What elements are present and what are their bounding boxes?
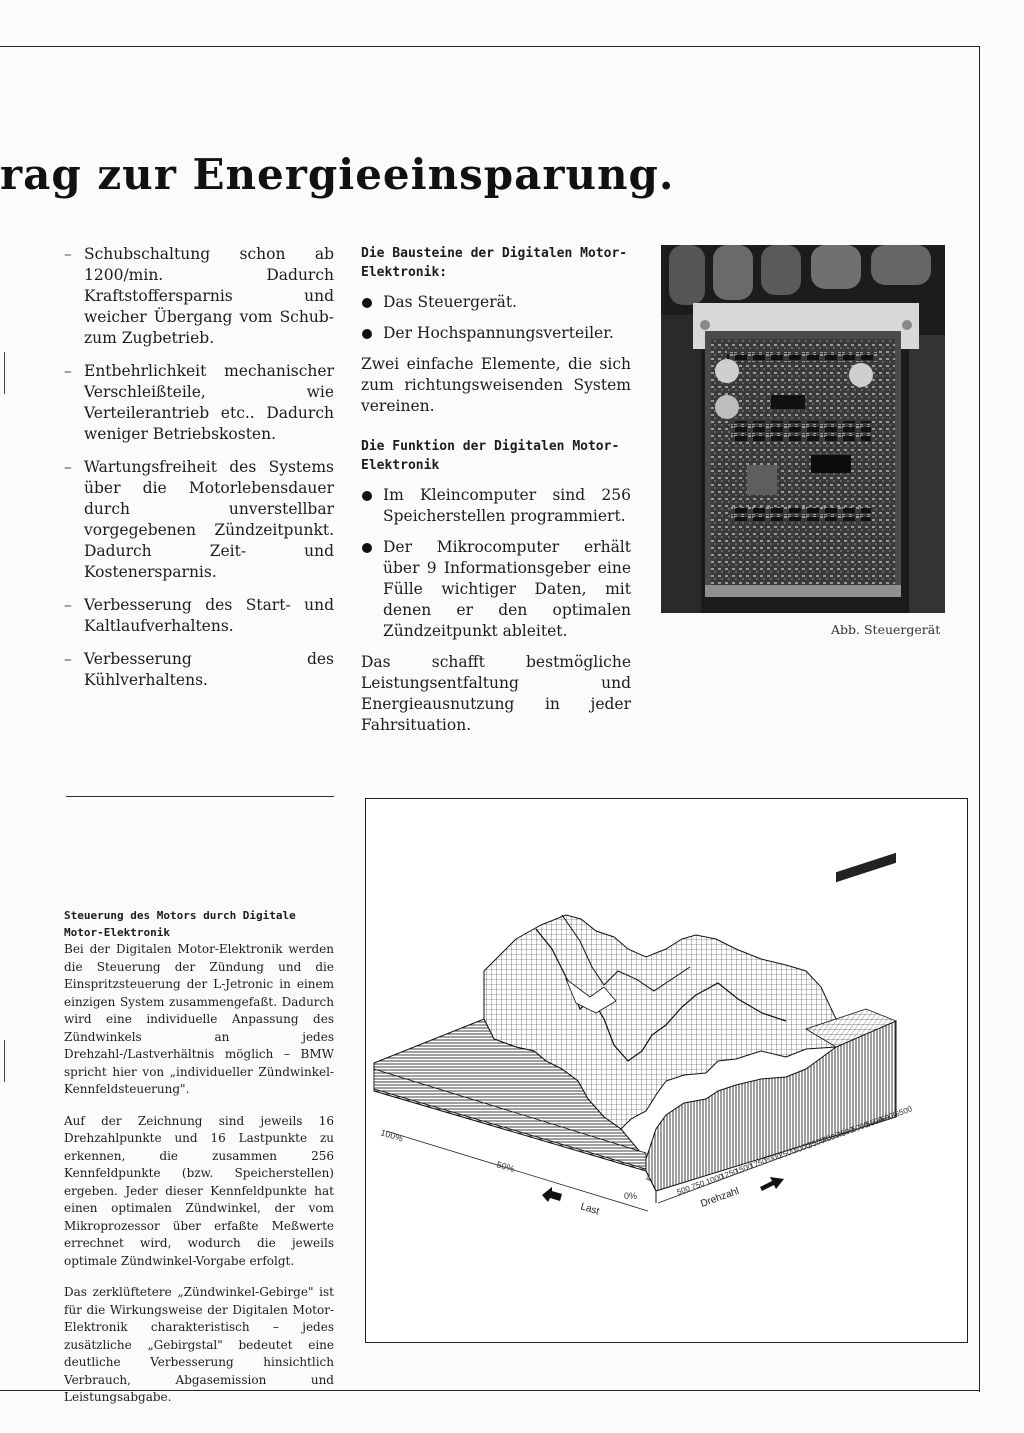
- zero-tick-label: 4: [646, 1174, 651, 1183]
- list-item: – Verbesserung des Kühlverhaltens.: [64, 649, 334, 691]
- components-list: [361, 292, 631, 344]
- control-unit-image: [661, 245, 945, 613]
- section-heading: Die Bausteine der Digitalen Motor-Elektronik:: [361, 246, 628, 280]
- rpm-tick-label: 750: [690, 1178, 706, 1192]
- rpm-tick-label: 4500: [835, 1125, 856, 1140]
- load-tick-label: 100%: [379, 1127, 405, 1144]
- rpm-tick-label: 5000: [850, 1119, 870, 1135]
- page-frame-right: [979, 46, 980, 1392]
- benefits-list: [64, 244, 334, 691]
- rpm-axis-label: Drehzahl: [699, 1185, 741, 1210]
- control-unit-photo: [661, 245, 945, 613]
- list-item: – Entbehrlichkeit mechanischer Verschleißteile, wie Verteilerantrieb etc.. Dadurch weniger Betriebskosten.: [64, 361, 334, 445]
- rpm-tick-label: 500: [675, 1183, 692, 1197]
- load-axis-label: Last: [579, 1201, 601, 1218]
- list-item: – Wartungsfreiheit des Systems über die Motorlebensdauer durch unverstellbar vorgegebenen Zündzeitpunkt. Dadurch Zeit- und Kostenersparnis.: [64, 457, 334, 583]
- rpm-tick-label: 3500: [806, 1135, 827, 1151]
- photo-caption: Abb. Steuergerät: [831, 622, 941, 637]
- arrow-right-icon: [760, 1177, 784, 1191]
- paragraph: Bei der Digitalen Motor-Elektronik werden die Steuerung der Zündung und die Einspritzsteuerung der L-Jetronic in einem einzigen System zusammengefaßt. Dadurch wird eine individuelle Anpassung des Zündwinkels an jedes Drehzahl-/Lastverhältnis möglich – BMW spricht hier von „individueller Zündwinkel-Kennfeldsteuerung".: [64, 942, 334, 1096]
- list-item: Der Mikrocomputer erhält über 9 Informationsgeber eine Fülle wichtiger Daten, mit denen er den optimalen Zündzeitpunkt ableitet.: [361, 537, 631, 642]
- list-item: Im Kleincomputer sind 256 Speicherstellen programmiert.: [361, 485, 631, 527]
- rpm-tick-label: 6000: [879, 1109, 899, 1125]
- function-list: [361, 485, 631, 642]
- paragraph: Auf der Zeichnung sind jeweils 16 Drehzahlpunkte und 16 Lastpunkte zu erkennen, die zusammen 256 Kennfeldpunkte (bzw. Speicherstellen) ergeben. Jeder dieser Kennfeldpunkte hat einen optimalen Zündwinkel, der vom Mikroprozessor über erfaßte Meßwerte errechnet wird, wodurch die jeweils optimale Zündwinkel-Vorgabe erfolgt.: [64, 1113, 334, 1268]
- block-title: Steuerung des Motors durch Digitale Motor-Elektronik: [64, 909, 296, 939]
- rpm-tick-label: 1750: [748, 1156, 769, 1171]
- rpm-tick-label: 1250: [719, 1166, 740, 1182]
- section-divider: [66, 796, 334, 797]
- surface-dark-edge: [836, 853, 896, 882]
- rpm-tick-label: 5500: [864, 1114, 885, 1130]
- ignition-map-3d-surface: [366, 799, 967, 1342]
- page-title: rag zur Energieeinsparung.: [0, 150, 675, 199]
- explanation-block: [64, 907, 334, 1421]
- benefits-column: [64, 244, 334, 703]
- page-frame-top: [0, 46, 980, 47]
- rpm-tick-label: 6500: [893, 1104, 914, 1119]
- paragraph: Zwei einfache Elemente, die sich zum richtungsweisenden System vereinen.: [361, 355, 631, 415]
- list-item: – Schubschaltung schon ab 1200/min. Dadurch Kraftstoffersparnis und weicher Übergang vom Schub- zum Zugbetrieb.: [64, 244, 334, 349]
- rpm-tick-label: 4000: [820, 1130, 841, 1145]
- rpm-tick-label: 2500: [777, 1145, 798, 1161]
- section-heading: Die Funktion der Digitalen Motor-Elektronik: [361, 439, 620, 473]
- edge-mark: [4, 352, 5, 394]
- list-item: Der Hochspannungsverteiler.: [361, 323, 631, 344]
- components-column: [361, 244, 631, 746]
- load-tick-label: 50%: [495, 1159, 516, 1175]
- edge-mark: [4, 1040, 5, 1082]
- arrow-left-icon: [542, 1187, 562, 1202]
- paragraph: Das zerklüftetere „Zündwinkel-Gebirge" ist für die Wirkungsweise der Digitalen Motor-Elektronik charakteristisch – jedes zusätzliche „Gebirgstal" bedeutet eine deutliche Verbesserung hinsichtlich Verbrauch, Abgasemission und Leistungsabgabe.: [64, 1285, 334, 1404]
- load-tick-label: 0%: [624, 1191, 638, 1201]
- rpm-tick-label: 3000: [791, 1140, 812, 1156]
- paragraph: Das schafft bestmögliche Leistungsentfaltung und Energieausnutzung in jeder Fahrsituation.: [361, 653, 631, 734]
- list-item: – Verbesserung des Start- und Kaltlaufverhaltens.: [64, 595, 334, 637]
- rpm-tick-label: 2000: [762, 1151, 783, 1166]
- ignition-map-figure: [365, 798, 968, 1343]
- rpm-tick-label: 1000: [704, 1171, 725, 1187]
- list-item: Das Steuergerät.: [361, 292, 631, 313]
- rpm-tick-label: 1500: [733, 1161, 754, 1177]
